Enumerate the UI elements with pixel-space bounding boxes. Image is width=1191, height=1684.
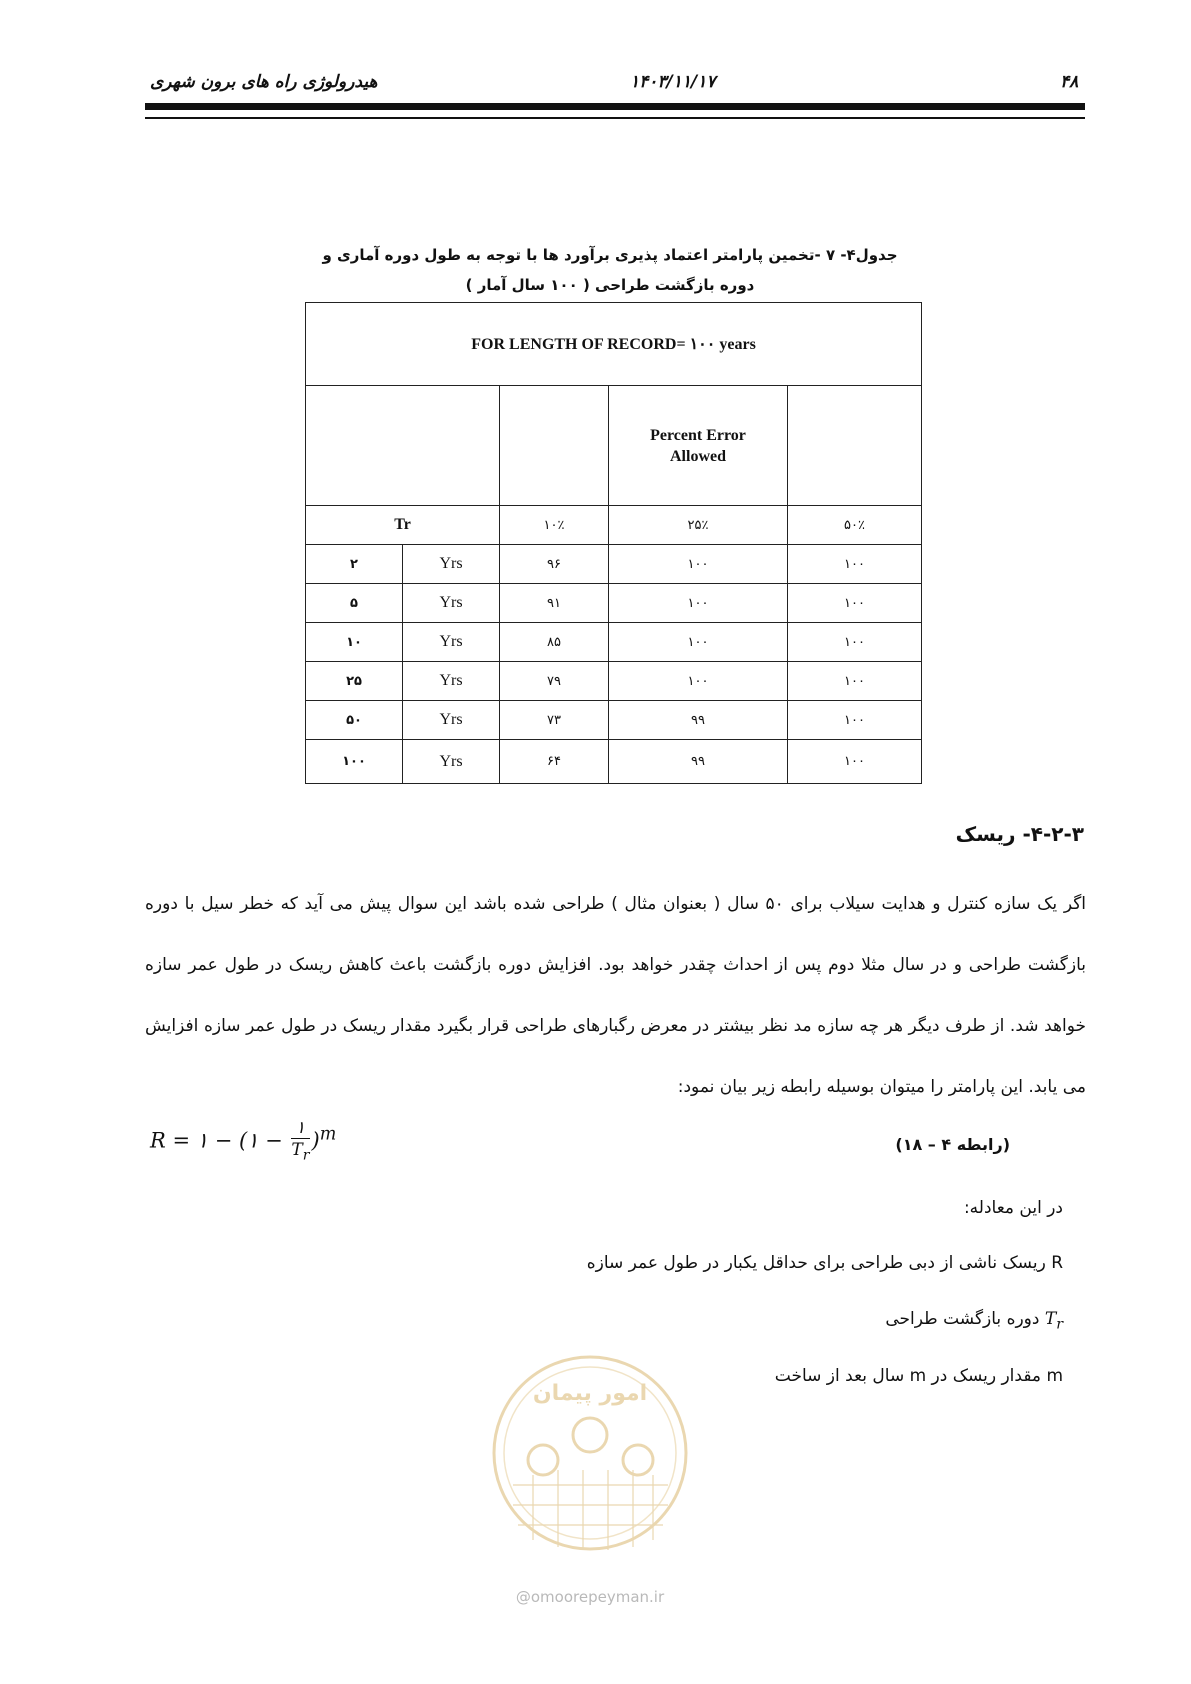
symbol-tr: [1044, 1309, 1063, 1333]
empty-header-cell: [788, 386, 922, 506]
fraction-numerator: ۱: [291, 1118, 309, 1139]
value-25: ۱۰۰: [609, 584, 788, 623]
risk-equation: [150, 1118, 336, 1166]
unit-cell: Yrs: [403, 623, 500, 662]
symbol-r: R: [1051, 1253, 1063, 1273]
definition-r: [587, 1253, 1063, 1273]
value-10: ۶۴: [500, 740, 609, 784]
value-10: ۹۱: [500, 584, 609, 623]
column-header-10: ۱۰٪: [500, 506, 609, 545]
watermark-url: @omoorepeyman.ir: [515, 1588, 665, 1606]
tr-value: ۲۵: [306, 662, 403, 701]
table-caption-line-2: دوره بازگشت طراحی ( ۱۰۰ سال آمار ): [465, 276, 755, 294]
tr-value: ۱۰: [306, 623, 403, 662]
unit-cell: Yrs: [403, 662, 500, 701]
unit-cell: Yrs: [403, 740, 500, 784]
table-row: [306, 740, 922, 784]
watermark-logo: [488, 1335, 693, 1575]
definition-tr: [885, 1309, 1063, 1332]
table-row: [306, 545, 922, 584]
denominator-subscript: r: [302, 1147, 310, 1164]
equation-label: (رابطه ۴ – ۱۸): [895, 1135, 1010, 1154]
equation-close-paren: ): [311, 1128, 320, 1153]
symbol-tr-sub: r: [1056, 1316, 1063, 1333]
value-50: ۱۰۰: [788, 662, 922, 701]
tr-header: Tr: [306, 506, 500, 545]
equation-lhs: R = ۱ − (۱ −: [150, 1128, 290, 1153]
percent-error-label: Percent Error: [650, 426, 746, 444]
column-header-25: ۲۵٪: [609, 506, 788, 545]
running-header-title: هیدرولوژی راه های برون شهری: [150, 72, 378, 92]
value-10: ۷۹: [500, 662, 609, 701]
value-25: ۱۰۰: [609, 545, 788, 584]
value-10: ۹۶: [500, 545, 609, 584]
symbol-tr-base: T: [1044, 1309, 1057, 1329]
table-title: FOR LENGTH OF RECORD= ۱۰۰ years: [306, 303, 922, 386]
allowed-label: Allowed: [670, 447, 726, 465]
section-heading: ۴-۲-۳- ریسک: [955, 822, 1084, 846]
value-50: ۱۰۰: [788, 701, 922, 740]
running-header-date: ۱۴۰۳/۱۱/۱۷: [630, 72, 716, 92]
body-paragraph: اگر یک سازه کنترل و هدایت سیلاب برای ۵۰ سال ( بعنوان مثال ) طراحی شده باشد این سوال پیش می آید که خطر سیل با دوره بازگشت طراحی و در سال مثلا دوم پس از احداث چقدر خواهد بود. افزایش دوره بازگشت باعث کاهش ریسک در طول عمر سازه خواهد شد. از طرف دیگر هر چه سازه مد نظر بیشتر در معرض رگبارهای طراحی قرار بگیرد مقدار ریسک در طول عمر سازه افزایش می یابد. این پارامتر را میتوان بوسیله رابطه زیر بیان نمود:: [145, 894, 1087, 1097]
definition-m-text: مقدار ریسک در m سال بعد از ساخت: [774, 1366, 1047, 1386]
equation-exponent: m: [319, 1124, 337, 1145]
table-row: [306, 623, 922, 662]
tr-value: ۱۰۰: [306, 740, 403, 784]
unit-cell: Yrs: [403, 584, 500, 623]
equation-fraction: [291, 1118, 309, 1166]
definition-m: [775, 1366, 1063, 1386]
tr-value: ۵۰: [306, 701, 403, 740]
header-rule-thick: [145, 103, 1085, 110]
value-25: ۱۰۰: [609, 662, 788, 701]
column-header-50: ۵۰٪: [788, 506, 922, 545]
empty-header-cell: [306, 386, 500, 506]
empty-header-cell: [500, 386, 609, 506]
page-number: ۴۸: [1060, 72, 1079, 92]
value-50: ۱۰۰: [788, 623, 922, 662]
denominator-symbol: T: [291, 1140, 303, 1160]
value-50: ۱۰۰: [788, 740, 922, 784]
value-50: ۱۰۰: [788, 584, 922, 623]
table-caption-line-1: جدول۴- ۷ -تخمین پارامتر اعتماد پذیری برآورد ها با توجه به طول دوره آماری و: [322, 246, 898, 264]
value-25: ۱۰۰: [609, 623, 788, 662]
table-row: [306, 662, 922, 701]
table-row: [306, 701, 922, 740]
watermark-logo-text: امور پیمان: [532, 1381, 648, 1406]
value-10: ۸۵: [500, 623, 609, 662]
fraction-denominator: [291, 1139, 309, 1166]
value-25: ۹۹: [609, 740, 788, 784]
table-row: [306, 584, 922, 623]
percent-error-header: [609, 386, 788, 506]
reliability-table: [305, 302, 922, 784]
tr-value: ۵: [306, 584, 403, 623]
tr-value: ۲: [306, 545, 403, 584]
definition-r-text: ریسک ناشی از دبی طراحی برای حداقل یکبار در طول عمر سازه: [586, 1253, 1052, 1273]
header-rule-thin: [145, 117, 1085, 119]
unit-cell: Yrs: [403, 545, 500, 584]
definition-tr-text: دوره بازگشت طراحی: [885, 1309, 1045, 1329]
symbol-m: m: [1046, 1366, 1063, 1386]
value-50: ۱۰۰: [788, 545, 922, 584]
value-25: ۹۹: [609, 701, 788, 740]
definitions-intro: در این معادله:: [963, 1198, 1063, 1218]
value-10: ۷۳: [500, 701, 609, 740]
unit-cell: Yrs: [403, 701, 500, 740]
